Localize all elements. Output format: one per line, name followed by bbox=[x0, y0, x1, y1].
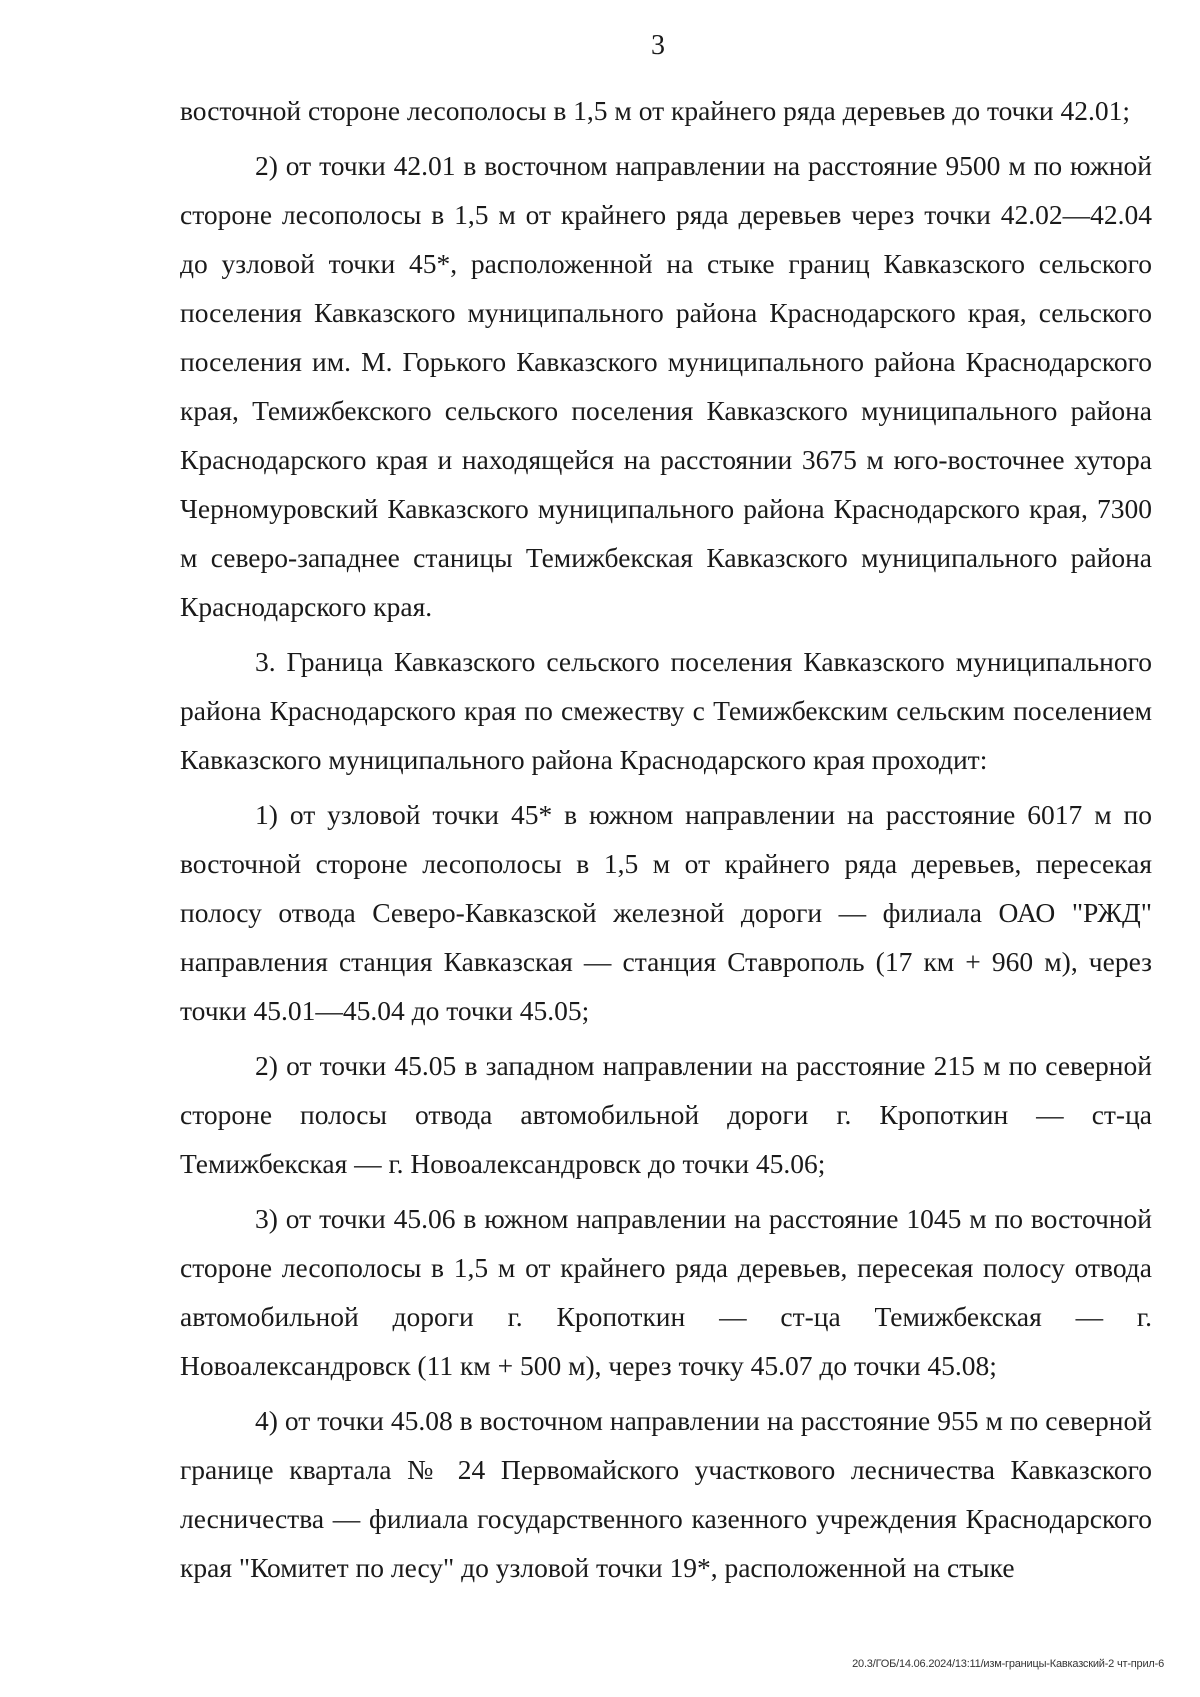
document-body bbox=[180, 86, 1152, 1598]
footer-file-reference: 20.3/ГОБ/14.06.2024/13:11/изм-границы-Кавказский-2 чт-прил-6 bbox=[852, 1658, 1164, 1670]
paragraph-section-3: 3. Граница Кавказского сельского поселения Кавказского муниципального района Краснодарского края по смежеству с Темижбекским сельским поселением Кавказского муниципального района Краснодарского края проходит: bbox=[180, 646, 1152, 775]
paragraph-item-2b: 2) от точки 45.05 в западном направлении на расстояние 215 м по северной стороне полосы отвода автомобильной дороги г. Кропоткин — ст-ца Темижбекская — г. Новоалександровск до точки 45.06; bbox=[180, 1050, 1152, 1179]
paragraph-item-1: 1) от узловой точки 45* в южном направлении на расстояние 6017 м по восточной стороне лесополосы в 1,5 м от крайнего ряда деревьев, пересекая полосу отвода Северо-Кавказской железной дороги — филиала ОАО "РЖД" направления станция Кавказская — станция Ставрополь (17 км + 960 м), через точки 45.01—45.04 до точки 45.05; bbox=[180, 799, 1152, 1026]
paragraph-item-2: 2) от точки 42.01 в восточном направлении на расстояние 9500 м по южной стороне лесополосы в 1,5 м от крайнего ряда деревьев через точки 42.02—42.04 до узловой точки 45*, расположенной на стыке границ Кавказского сельского поселения Кавказского муниципального района Краснодарского края, сельского поселения им. М. Горького Кавказского муниципального района Краснодарского края, Темижбекского сельского поселения Кавказского муниципального района Краснодарского края и находящейся на расстоянии 3675 м юго-восточнее хутора Черномуровский Кавказского муниципального района Краснодарского края, 7300 м северо-западнее станицы Темижбекская Кавказского муниципального района Краснодарского края. bbox=[180, 150, 1152, 622]
page-number: 3 bbox=[651, 30, 665, 61]
paragraph-item-4: 4) от точки 45.08 в восточном направлении на расстояние 955 м по северной границе квартала № 24 Первомайского участкового лесничества Кавказского лесничества — филиала государственного казенного учреждения Краснодарского края "Комитет по лесу" до узловой точки 19*, расположенной на стыке bbox=[180, 1405, 1152, 1583]
paragraph-continuation: восточной стороне лесополосы в 1,5 м от крайнего ряда деревьев до точки 42.01; bbox=[180, 95, 1130, 126]
paragraph-item-3: 3) от точки 45.06 в южном направлении на расстояние 1045 м по восточной стороне лесополосы в 1,5 м от крайнего ряда деревьев, пересекая полосу отвода автомобильной дороги г. Кропоткин — ст-ца Темижбекская — г. Новоалександровск (11 км + 500 м), через точку 45.07 до точки 45.08; bbox=[180, 1203, 1152, 1381]
